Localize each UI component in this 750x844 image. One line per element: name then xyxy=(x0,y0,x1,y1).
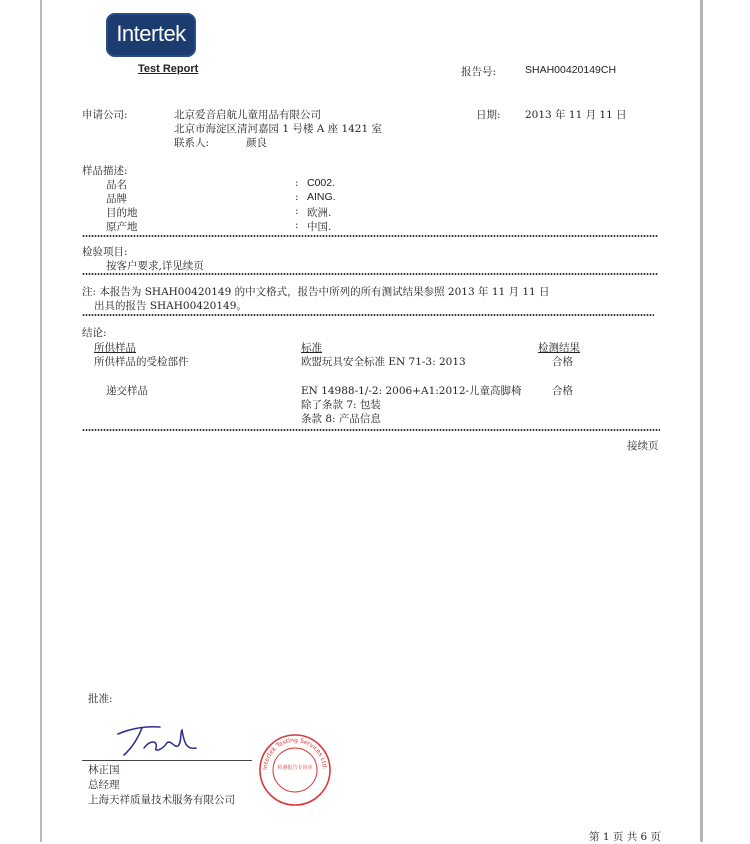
row2-standard: EN 14988-1/-2: 2006+A1:2012-儿童高脚椅 xyxy=(301,385,522,397)
row1-standard: 欧盟玩具安全标准 EN 71-3: 2013 xyxy=(301,356,466,368)
row2-sample: 递交样品 xyxy=(106,385,148,397)
signature-icon xyxy=(116,718,200,758)
contact-label: 联系人: xyxy=(174,137,210,149)
row2-exception-1: 除了条款 7: 包装 xyxy=(301,399,381,411)
date-label: 日期: xyxy=(476,109,501,121)
logo-text: Intertek xyxy=(116,21,186,46)
page-edge-right xyxy=(700,0,703,842)
approval-label: 批准: xyxy=(88,693,113,705)
sample-value-origin: 中国. xyxy=(307,221,332,233)
sample-value-brand: AING. xyxy=(307,191,336,203)
row1-result: 合格 xyxy=(552,356,573,368)
report-no: SHAH00420149CH xyxy=(525,64,617,76)
row2-result: 合格 xyxy=(552,385,573,397)
approver-company: 上海天祥质量技术服务有限公司 xyxy=(88,794,235,806)
col-header-result: 检测结果 xyxy=(538,342,580,354)
separator-line xyxy=(82,272,658,276)
row2-exception-2: 条款 8: 产品信息 xyxy=(301,413,381,425)
approver-name: 林正国 xyxy=(88,764,120,776)
intertek-logo xyxy=(106,13,196,57)
applicant-address: 北京市海淀区清河嘉园 1 号楼 A 座 1421 室 xyxy=(174,123,383,135)
col-header-sample: 所供样品 xyxy=(94,342,136,354)
separator-line xyxy=(82,234,658,238)
company-seal-icon xyxy=(258,733,332,807)
separator-line xyxy=(82,313,654,317)
report-date: 2013 年 11 月 11 日 xyxy=(525,109,627,121)
page-edge-left xyxy=(40,0,42,842)
sample-colon: : xyxy=(295,177,299,189)
conclusion-label: 结论: xyxy=(82,327,107,339)
contact-name: 颜良 xyxy=(246,137,267,149)
col-header-standard: 标准 xyxy=(301,342,322,354)
seal-center-text: 检测报告专用章 xyxy=(277,765,313,771)
continued-note: 接续页 xyxy=(627,440,659,452)
inspection-label: 检验项目: xyxy=(82,246,128,258)
sample-colon: : xyxy=(295,191,299,203)
sample-colon: : xyxy=(295,219,299,231)
note-line-1: 注: 本报告为 SHAH00420149 的中文格式，报告中所列的所有测试结果参照 2013 年 11 月 11 日 xyxy=(82,286,550,298)
page-number: 第 1 页 共 6 页 xyxy=(589,831,662,843)
seal-outer-text: Intertek Testing Services Ltd. xyxy=(261,736,329,771)
row1-sample: 所供样品的受检部件 xyxy=(94,356,189,368)
report-title: Test Report xyxy=(138,63,199,75)
separator-line xyxy=(82,428,660,432)
sample-key-brand: 品牌 xyxy=(106,193,127,205)
sample-key-destination: 目的地 xyxy=(106,207,138,219)
sample-key-origin: 原产地 xyxy=(106,221,138,233)
sample-key-name: 品名 xyxy=(106,179,127,191)
sample-value-name: C002. xyxy=(307,177,336,189)
applicant-company: 北京爱音启航儿童用品有限公司 xyxy=(174,109,321,121)
sample-label: 样品描述: xyxy=(82,165,128,177)
applicant-label: 申请公司: xyxy=(82,109,128,121)
inspection-text: 按客户要求,详见续页 xyxy=(106,260,204,272)
note-line-2: 出具的报告 SHAH00420149。 xyxy=(94,300,247,312)
report-no-label: 报告号: xyxy=(461,66,497,78)
signature-line xyxy=(82,760,252,761)
sample-colon: : xyxy=(295,205,299,217)
approver-position: 总经理 xyxy=(88,779,120,791)
sample-value-destination: 欧洲. xyxy=(307,207,332,219)
